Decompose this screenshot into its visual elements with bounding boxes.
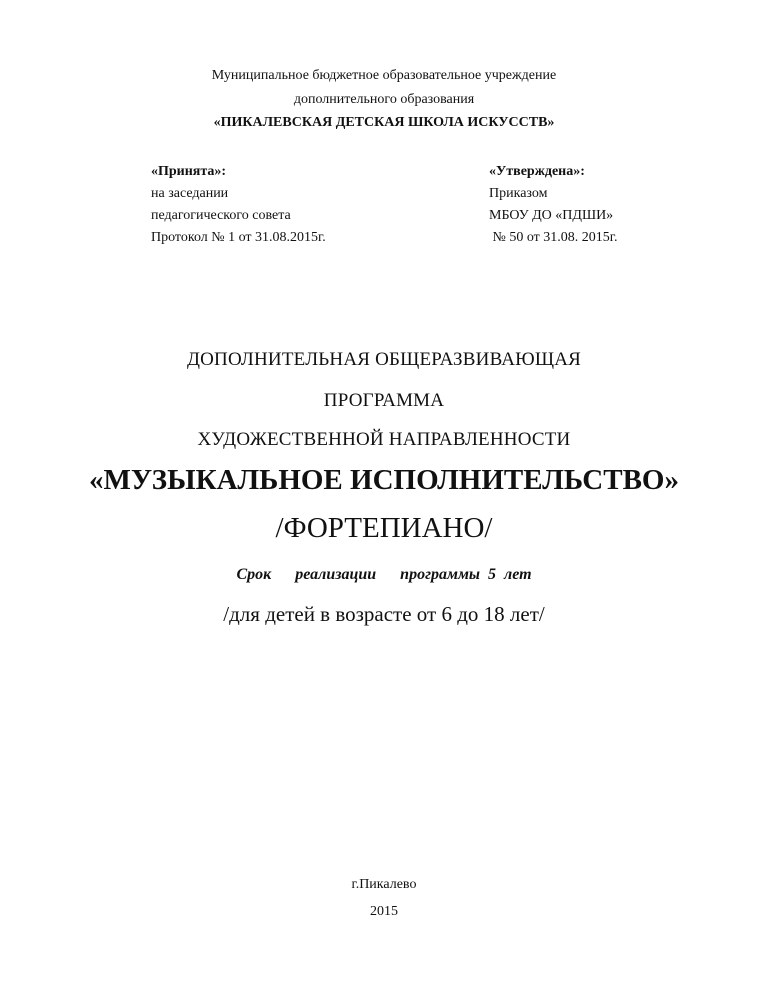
program-name: «МУЗЫКАЛЬНОЕ ИСПОЛНИТЕЛЬСТВО» xyxy=(89,464,679,496)
program-type-line1: ДОПОЛНИТЕЛЬНАЯ ОБЩЕРАЗВИВАЮЩАЯ xyxy=(186,349,582,370)
header-institution-line1: Муниципальное бюджетное образовательное учреждение xyxy=(211,68,557,83)
approved-line2: МБОУ ДО «ПДШИ» xyxy=(489,208,614,223)
approved-line1: Приказом xyxy=(489,186,548,201)
accepted-protocol: Протокол № 1 от 31.08.2015г. xyxy=(151,230,326,245)
footer-year: 2015 xyxy=(370,904,398,919)
accepted-line1: на заседании xyxy=(151,186,229,201)
accepted-block xyxy=(151,161,326,249)
approved-title: «Утверждена»: xyxy=(489,164,585,179)
program-subtitle: /ФОРТЕПИАНО/ xyxy=(275,512,493,544)
accepted-title: «Принята»: xyxy=(151,164,227,179)
accepted-line2: педагогического совета xyxy=(151,208,291,223)
approved-block xyxy=(489,161,617,249)
approved-order: № 50 от 31.08. 2015г. xyxy=(489,230,618,245)
program-type-line3: ХУДОЖЕСТВЕННОЙ НАПРАВЛЕННОСТИ xyxy=(197,429,571,450)
header-school-name: «ПИКАЛЕВСКАЯ ДЕТСКАЯ ШКОЛА ИСКУССТВ» xyxy=(213,115,555,130)
program-type-line2: ПРОГРАММА xyxy=(323,390,445,411)
program-age: /для детей в возрасте от 6 до 18 лет/ xyxy=(223,602,545,626)
footer-city: г.Пикалево xyxy=(351,877,417,892)
header-institution-line2: дополнительного образования xyxy=(293,92,475,107)
program-term: Срок реализации программы 5 лет xyxy=(236,566,532,583)
